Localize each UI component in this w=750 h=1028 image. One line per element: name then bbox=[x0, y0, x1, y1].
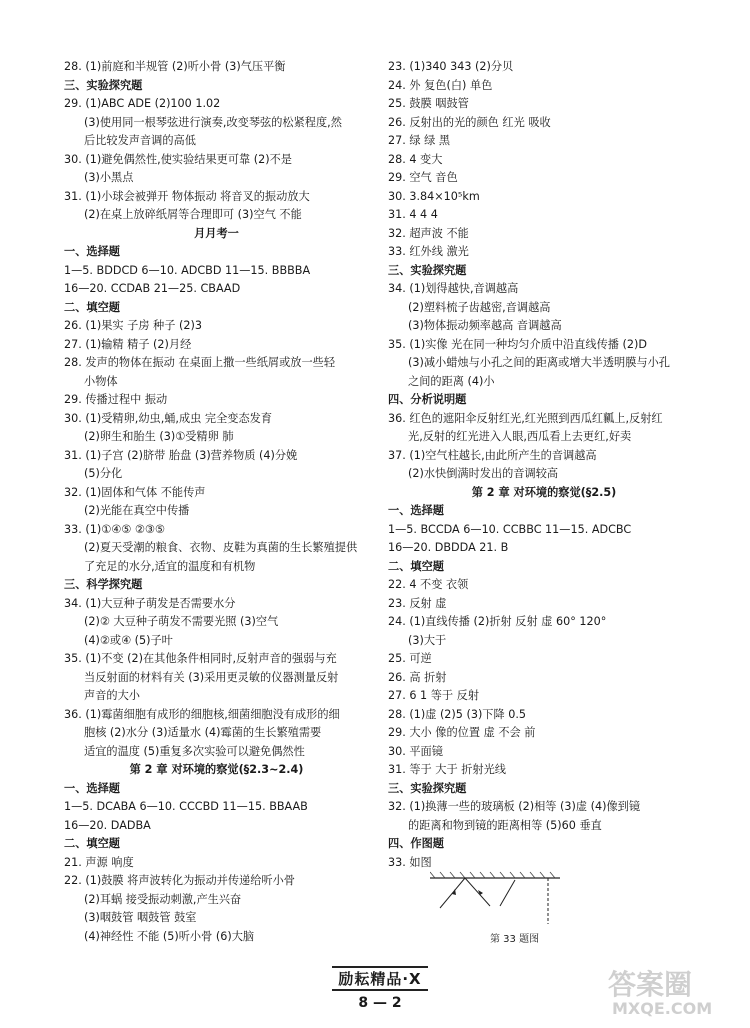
answer-line: 适宜的温度 (5)重复多次实验可以避免偶然性 bbox=[84, 744, 305, 758]
answer-line: 35. (1)不变 (2)在其他条件相同时,反射声音的强弱与充 bbox=[64, 652, 337, 665]
answer-line: 33. (1)①④⑤ ②③⑤ bbox=[64, 522, 165, 536]
answer-line: (4)②或④ (5)子叶 bbox=[84, 633, 173, 647]
answer-line: 31. 4 4 4 bbox=[388, 208, 438, 221]
answer-line: (2)夏天受潮的粮食、衣物、皮鞋为真菌的生长繁殖提供 bbox=[84, 541, 358, 554]
answer-line: 34. (1)划得越快,音调越高 bbox=[388, 282, 519, 295]
answer-line: 22. (1)鼓膜 将声波转化为振动并传递给听小骨 bbox=[64, 874, 295, 887]
answer-line: 的距离和物到镜的距离相等 (5)60 垂直 bbox=[408, 818, 602, 832]
page-number: 8 — 2 bbox=[358, 995, 402, 1011]
answer-line: 21. 声源 响度 bbox=[64, 855, 134, 869]
answer-line: 25. 鼓膜 咽鼓管 bbox=[388, 97, 469, 110]
answer-line: (3)减小蜡烛与小孔之间的距离或增大半透明膜与小孔 bbox=[408, 356, 670, 369]
answer-line: 26. 反射出的光的颜色 红光 吸收 bbox=[388, 115, 551, 129]
answer-line: 22. 4 不变 衣领 bbox=[388, 578, 469, 591]
answer-line: 声音的大小 bbox=[84, 689, 140, 702]
brand-logo: 励耘精品·X bbox=[332, 966, 427, 991]
figure-caption: 第 33 题图 bbox=[490, 934, 540, 945]
answer-line: 34. (1)大豆种子萌发是否需要水分 bbox=[64, 596, 236, 610]
answer-line: 30. (1)受精卵,幼虫,蛹,成虫 完全变态发育 bbox=[64, 411, 273, 425]
section-heading: 二、填空题 bbox=[64, 300, 120, 314]
section-heading: 二、填空题 bbox=[388, 559, 444, 573]
chapter-title: 月月考一 bbox=[194, 226, 239, 240]
answer-line: 27. 绿 绿 黑 bbox=[388, 134, 451, 147]
answer-line: 29. (1)ABC ADE (2)100 1.02 bbox=[64, 97, 221, 110]
section-heading: 一、选择题 bbox=[64, 781, 120, 795]
answer-line: 28. 4 变大 bbox=[388, 152, 443, 166]
answer-line: 32. 超声波 不能 bbox=[388, 226, 469, 240]
svg-text:答案圈: 答案圈 bbox=[608, 968, 693, 1001]
answer-line: 23. (1)340 343 (2)分贝 bbox=[388, 60, 514, 73]
answer-line: 30. (1)避免偶然性,使实验结果更可靠 (2)不是 bbox=[64, 152, 292, 166]
answer-line: 28. 发声的物体在振动 在桌面上撒一些纸屑或放一些轻 bbox=[64, 356, 336, 369]
page-footer bbox=[310, 966, 450, 1011]
svg-text:MXQE.COM: MXQE.COM bbox=[612, 999, 713, 1018]
answer-line: 29. 传播过程中 振动 bbox=[64, 393, 168, 406]
section-heading: 三、实验探究题 bbox=[388, 781, 467, 795]
answer-line: 32. (1)固体和气体 不能传声 bbox=[64, 485, 206, 499]
answer-line: (4)神经性 不能 (5)听小骨 (6)大脑 bbox=[84, 929, 255, 943]
answer-line: (5)分化 bbox=[84, 467, 123, 480]
section-heading: 四、作图题 bbox=[388, 837, 444, 850]
answer-line: 16—20. DBDDA 21. B bbox=[388, 541, 509, 554]
chapter-title: 第 2 章 对环境的察觉(§2.5) bbox=[471, 485, 617, 499]
answer-line: 25. 可逆 bbox=[388, 652, 432, 665]
answer-line: (2)卵生和胎生 (3)①受精卵 肺 bbox=[84, 430, 234, 443]
section-heading: 三、实验探究题 bbox=[388, 263, 467, 277]
section-heading: 三、科学探究题 bbox=[64, 578, 143, 591]
answer-line: 28. (1)虚 (2)5 (3)下降 0.5 bbox=[388, 707, 527, 721]
answer-line: (3)使用同一根琴弦进行演奏,改变琴弦的松紧程度,然 bbox=[84, 115, 342, 129]
left-answer-column bbox=[64, 58, 369, 946]
answer-line: 32. (1)换薄一些的玻璃板 (2)相等 (3)虚 (4)像到镜 bbox=[388, 800, 641, 813]
answer-line: (2)光能在真空中传播 bbox=[84, 504, 190, 517]
answer-line: (2)水快倒满时发出的音调较高 bbox=[408, 467, 559, 480]
answer-line: (2)② 大豆种子萌发不需要光照 (3)空气 bbox=[84, 615, 279, 628]
answer-line: 27. (1)输精 精子 (2)月经 bbox=[64, 337, 192, 351]
answer-line: (3)小黑点 bbox=[84, 171, 134, 184]
answer-line: 16—20. DADBA bbox=[64, 818, 151, 832]
answer-line: 1—5. BDDCD 6—10. ADCBD 11—15. BBBBA bbox=[64, 263, 311, 277]
watermark-logo bbox=[600, 960, 740, 1020]
section-heading: 四、分析说明题 bbox=[388, 393, 467, 406]
answer-line: 1—5. DCABA 6—10. CCCBD 11—15. BBAAB bbox=[64, 800, 308, 813]
answer-line: 31. 等于 大于 折射光线 bbox=[388, 763, 506, 776]
answer-line: 小物体 bbox=[84, 374, 118, 388]
chapter-title: 第 2 章 对环境的察觉(§2.3~2.4) bbox=[129, 763, 304, 776]
answer-line: 当反射面的材料有关 (3)采用更灵敏的仪器测量反射 bbox=[84, 670, 339, 684]
answer-line: 33. 如图 bbox=[388, 855, 432, 869]
section-heading: 一、选择题 bbox=[64, 245, 120, 258]
answer-line: 30. 平面镜 bbox=[388, 744, 443, 758]
answer-line: 1—5. BCCDA 6—10. CCBBC 11—15. ADCBC bbox=[388, 522, 632, 536]
answer-line: 31. (1)小球会被弹开 物体振动 将音叉的振动放大 bbox=[64, 189, 310, 203]
answer-line: 30. 3.84×10⁵km bbox=[388, 189, 480, 203]
answer-line: 16—20. CCDAB 21—25. CBAAD bbox=[64, 282, 241, 295]
answer-line: 了充足的水分,适宜的温度和有机物 bbox=[84, 559, 256, 573]
answer-line: 26. 高 折射 bbox=[388, 670, 447, 684]
answer-line: 29. 空气 音色 bbox=[388, 171, 458, 184]
section-heading: 一、选择题 bbox=[388, 504, 444, 517]
answer-line: 31. (1)子宫 (2)脐带 胎盘 (3)营养物质 (4)分娩 bbox=[64, 448, 298, 462]
answer-line: (3)大于 bbox=[408, 633, 447, 647]
answer-line: 37. (1)空气柱越长,由此所产生的音调越高 bbox=[388, 448, 597, 462]
section-heading: 三、实验探究题 bbox=[64, 78, 143, 92]
answer-line: 36. (1)霉菌细胞有成形的细胞核,细菌细胞没有成形的细 bbox=[64, 707, 340, 721]
right-answer-column bbox=[388, 58, 700, 872]
answer-line: 27. 6 1 等于 反射 bbox=[388, 689, 480, 702]
answer-line: (2)在桌上放碎纸屑等合理即可 (3)空气 不能 bbox=[84, 208, 302, 221]
answer-line: 26. (1)果实 子房 种子 (2)3 bbox=[64, 319, 202, 332]
section-heading: 二、填空题 bbox=[64, 837, 120, 850]
answer-line: 后比较发声音调的高低 bbox=[84, 134, 196, 147]
answer-line: 35. (1)实像 光在同一种均匀介质中沿直线传播 (2)D bbox=[388, 337, 647, 351]
answer-line: 24. 外 复色(白) 单色 bbox=[388, 78, 493, 92]
answer-line: 之间的距离 (4)小 bbox=[408, 374, 495, 388]
answer-line: (3)物体振动频率越高 音调越高 bbox=[408, 319, 562, 332]
answer-line: 胞核 (2)水分 (3)适量水 (4)霉菌的生长繁殖需要 bbox=[84, 726, 322, 739]
answer-line: 28. (1)前庭和半规管 (2)听小骨 (3)气压平衡 bbox=[64, 60, 286, 73]
answer-line: (2)塑料梳子齿越密,音调越高 bbox=[408, 300, 551, 314]
answer-line: 23. 反射 虚 bbox=[388, 596, 447, 610]
answer-line: 29. 大小 像的位置 虚 不会 前 bbox=[388, 726, 536, 739]
answer-line: 33. 红外线 激光 bbox=[388, 245, 469, 258]
reflection-diagram bbox=[430, 868, 580, 928]
answer-line: 24. (1)直线传播 (2)折射 反射 虚 60° 120° bbox=[388, 615, 607, 628]
answer-line: (3)咽鼓管 咽鼓管 鼓室 bbox=[84, 911, 197, 924]
answer-line: 光,反射的红光进入人眼,西瓜看上去更红,好卖 bbox=[408, 430, 632, 443]
answer-line: 36. 红色的遮阳伞反射红光,红光照到西瓜红瓤上,反射红 bbox=[388, 411, 663, 425]
answer-line: (2)耳蜗 接受振动刺激,产生兴奋 bbox=[84, 892, 242, 906]
